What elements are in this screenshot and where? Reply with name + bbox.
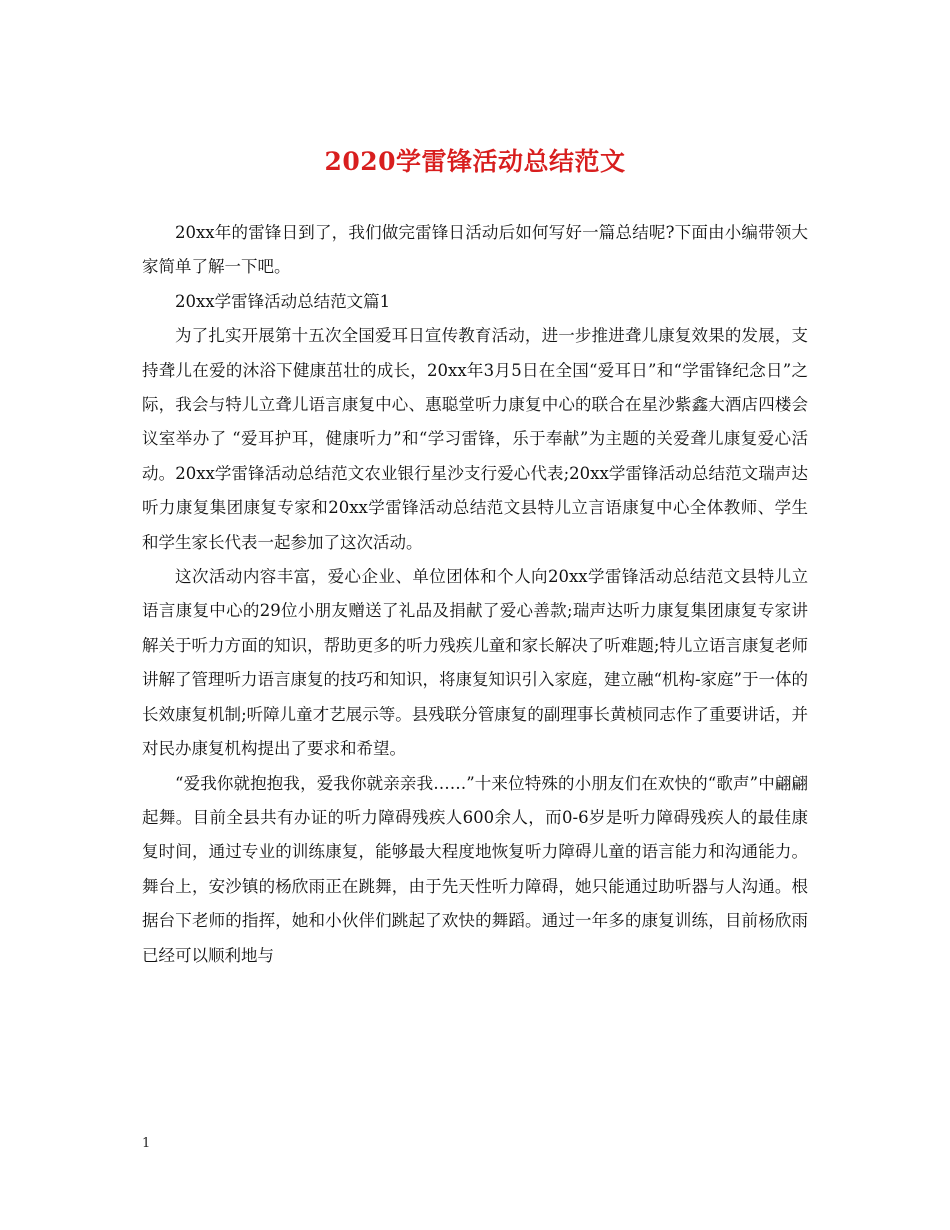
page-number: 1 [142,1136,151,1151]
document-body [142,216,808,973]
body-paragraph-2: 这次活动内容丰富，爱心企业、单位团体和个人向20xx学雷锋活动总结范文县特儿立语言康复中心的29位小朋友赠送了礼品及捐献了爱心善款;瑞声达听力康复集团康复专家讲解关于听力方面的知识，帮助更多的听力残疾儿童和家长解决了听难题;特儿立语言康复老师讲解了管理听力语言康复的技巧和知识，将康复知识引入家庭，建立融“机构-家庭”于一体的长效康复机制;听障儿童才艺展示等。县残联分管康复的副理事长黄桢同志作了重要讲话，并对民办康复机构提出了要求和希望。 [142,567,808,759]
section-heading: 20xx学雷锋活动总结范文篇1 [175,291,391,311]
body-paragraph-1: 为了扎实开展第十五次全国爱耳日宣传教育活动，进一步推进聋儿康复效果的发展，支持聋儿在爱的沐浴下健康茁壮的成长，20xx年3月5日在全国“爱耳日”和“学雷锋纪念日”之际，我会与特儿立聋儿语言康复中心、惠聪堂听力康复中心的联合在星沙紫鑫大酒店四楼会议室举办了 “爱耳护耳，健康听力”和“学习雷锋，乐于奉献”为主题的关爱聋儿康复爱心活动。20xx学雷锋活动总结范文农业银行星沙支行爱心代表;20xx学雷锋活动总结范文瑞声达听力康复集团康复专家和20xx学雷锋活动总结范文县特儿立言语康复中心全体教师、学生和学生家长代表一起参加了这次活动。 [142,326,808,552]
document-title: 2020学雷锋活动总结范文 [324,147,626,176]
intro-paragraph: 20xx年的雷锋日到了，我们做完雷锋日活动后如何写好一篇总结呢?下面由小编带领大家简单了解一下吧。 [142,223,808,277]
body-paragraph-3: “爱我你就抱抱我，爱我你就亲亲我……”十来位特殊的小朋友们在欢快的“歌声”中翩翩起舞。目前全县共有办证的听力障碍残疾人600余人，而0-6岁是听力障碍残疾人的最佳康复时间，通过专业的训练康复，能够最大程度地恢复听力障碍儿童的语言能力和沟通能力。舞台上，安沙镇的杨欣雨正在跳舞，由于先天性听力障碍，她只能通过助听器与人沟通。根据台下老师的指挥，她和小伙伴们跳起了欢快的舞蹈。通过一年多的康复训练，目前杨欣雨已经可以顺利地与 [142,773,808,965]
